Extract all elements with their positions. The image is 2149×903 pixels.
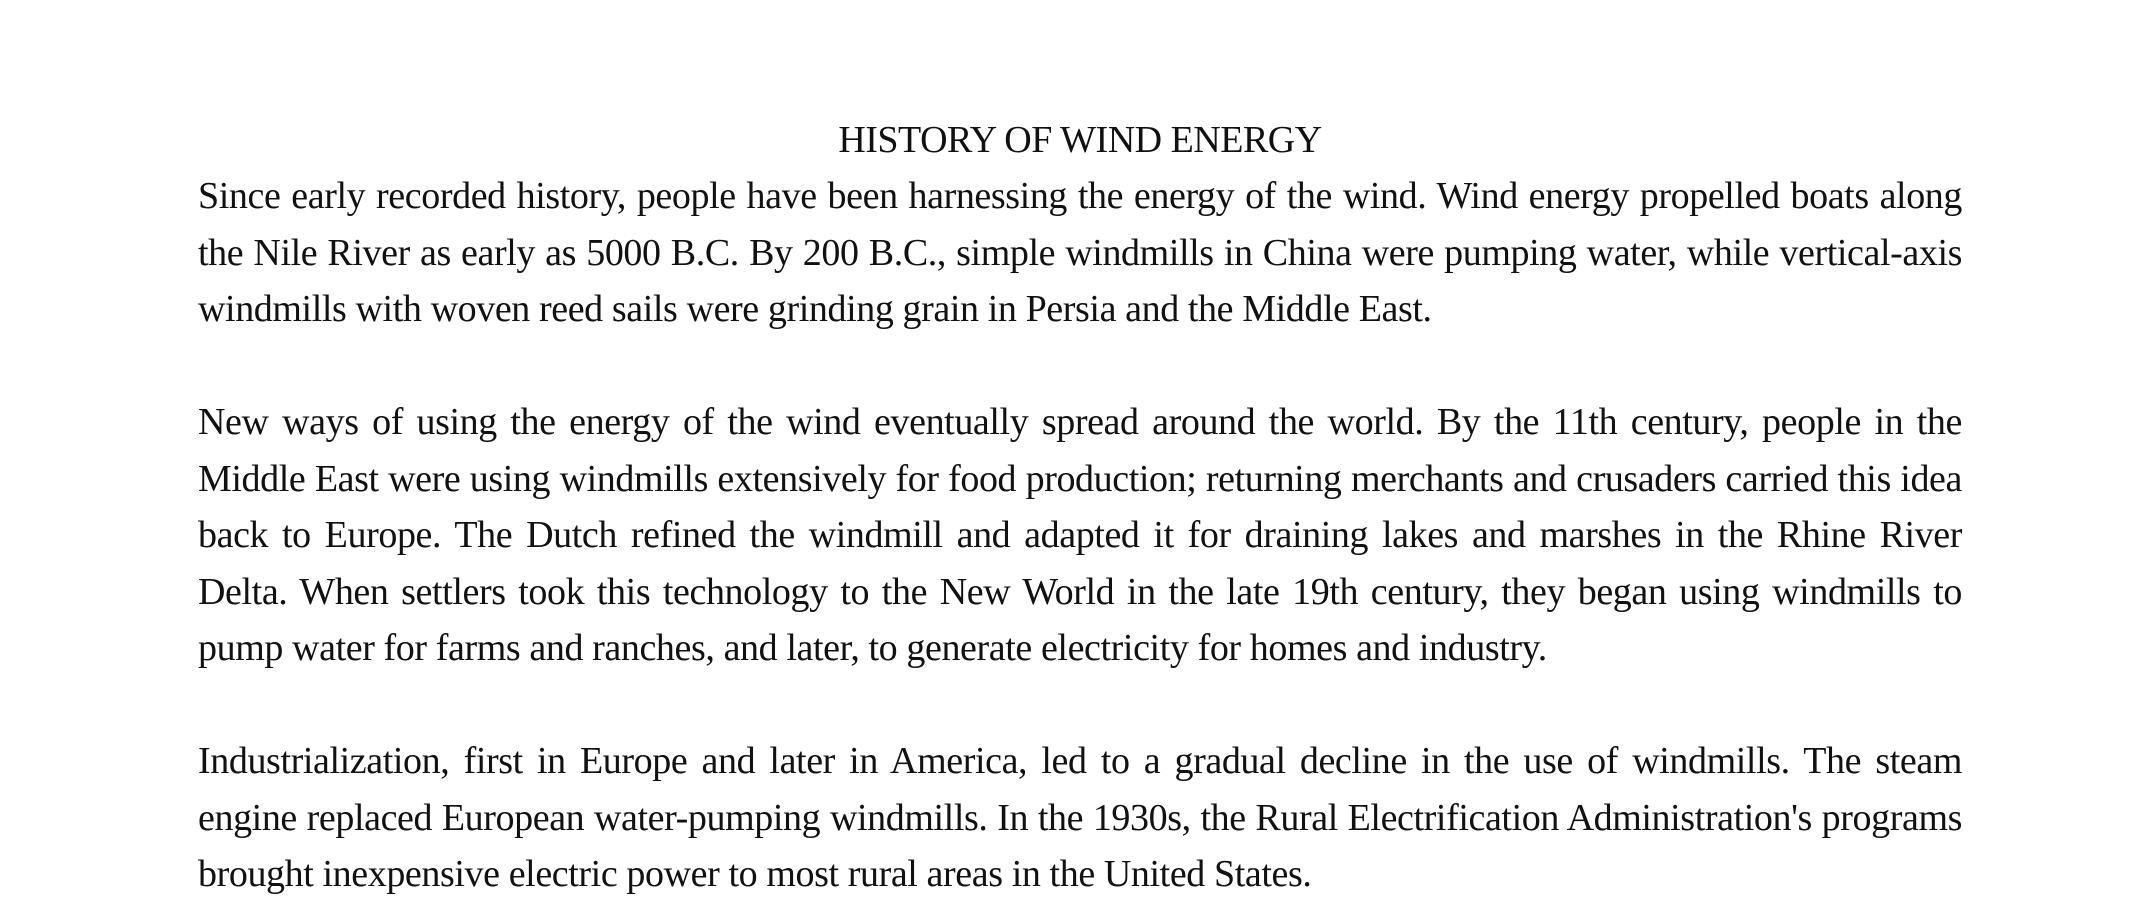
document-page <box>198 112 1962 903</box>
paragraph-spread-of-windmills: New ways of using the energy of the wind eventually spread around the world. By the 11th century, people in the Middle East were using windmills extensively for food production; returning merchants and crusaders carried this idea back to Europe. The Dutch refined the windmill and adapted it for draining lakes and marshes in the Rhine River Delta. When settlers took this technology to the New World in the late 19th century, they began using windmills to pump water for farms and ranches, and later, to generate electricity for homes and industry. <box>198 401 1962 669</box>
document-title: HISTORY OF WIND ENERGY <box>838 119 1322 161</box>
paragraph-industrial-decline: Industrialization, first in Europe and later in America, led to a gradual decline in the use of windmills. The steam engine replaced European water-pumping windmills. In the 1930s, the Rural Electrification Administration's programs brought inexpensive electric power to most rural areas in the United States. <box>198 740 1962 895</box>
paragraph-spacer <box>198 677 1962 734</box>
paragraph-spacer <box>198 338 1962 395</box>
paragraph-ancient-wind-use: Since early recorded history, people have been harnessing the energy of the wind. Wind energy propelled boats along the Nile River as early as 5000 B.C. By 200 B.C., simple windmills in China were pumping water, while vertical-axis windmills with woven reed sails were grinding grain in Persia and the Middle East. <box>198 175 1962 330</box>
